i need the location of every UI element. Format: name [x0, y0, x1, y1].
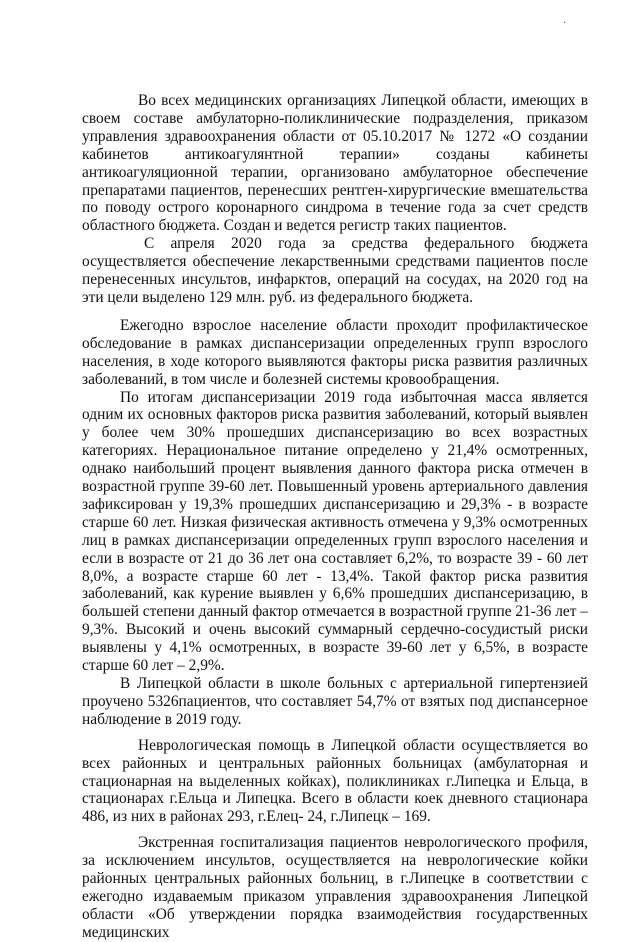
- paragraph-emergency-hospitalization: Экстренная госпитализация пациентов неврологического профиля, за исключением инсультов, осуществляется на неврологические койки районных центральных районных больниц, в г.Липецке в соответствии с ежегодно издаваемым приказом управления здравоохранения Липецкой области «Об утверждении порядка взаимодействия государственных медицинских: [82, 834, 588, 941]
- paragraph-hypertension-school: В Липецкой области в школе больных с артериальной гипертензией проучено 5326пациентов, что составляет 54,7% от взятых под диспансерное наблюдение в 2019 году.: [82, 675, 588, 728]
- paragraph-federal-budget: С апреля 2020 года за средства федерального бюджета осуществляется обеспечение лекарственными средствами пациентов после перенесенных инсультов, инфарктов, операций на сосудах, на 2020 год на эти цели выделено 129 млн. руб. из федерального бюджета.: [82, 235, 588, 306]
- document-body: [82, 92, 588, 942]
- paragraph-neurological-care: Неврологическая помощь в Липецкой области осуществляется во всех районных и центральных районных больницах (амбулаторная и стационарная на выделенных койках), поликлиниках г.Липецка и Ельца, в стационарах г.Ельца и Липецка. Всего в области коек дневного стационара 486, из них в районах 293, г.Елец- 24, г.Липецк – 169.: [82, 736, 588, 826]
- paragraph-risk-factors-2019: По итогам диспансеризации 2019 года избыточная масса является одним их основных факторов риска развития заболеваний, который выявлен у более чем 30% прошедших диспансеризацию во всех возрастных категориях. Нерациональное питание определено у 21,4% осмотренных, однако наибольший процент выявления данного фактора риска отмечен в возрастной группе 39-60 лет. Повышенный уровень артериального давления зафиксирован у 19,3% прошедших диспансеризацию и 29,3% - в возрасте старше 60 лет. Низкая физическая активность отмечена у 9,3% осмотренных лиц в рамках диспансеризации определенных групп взрослого населения и если в возрасте от 21 до 36 лет она составляет 6,2%, то возрасте 39 - 60 лет 8,0%, а возрасте старше 60 лет - 13,4%. Такой фактор риска развития заболеваний, как курение выявлен у 6,6% прошедших диспансеризацию, в большей степени данный фактор отмечается в возрастной группе 21-36 лет – 9,3%. Высокий и очень высокий суммарный сердечно-сосудистый риски выявлены у 4,1% осмотренных, в возрасте 39-60 лет у 6,5%, в возрасте старше 60 лет – 2,9%.: [82, 388, 588, 675]
- paragraph-anticoagulant-cabinets: Во всех медицинских организациях Липецкой области, имеющих в своем составе амбулаторно-поликлинические подразделения, приказом управления здравоохранения области от 05.10.2017 № 1272 «О создании кабинетов антикоагулянтной терапии» созданы кабинеты антикоагуляционной терапии, организовано амбулаторное обеспечение препаратами пациентов, перенесших рентген-хирургические вмешательства по поводу острого коронарного синдрома в течение года за счет средств областного бюджета. Создан и ведется регистр таких пациентов.: [82, 92, 588, 235]
- paragraph-annual-screening: Ежегодно взрослое население области проходит профилактическое обследование в рамках диспансеризации определенных групп взрослого населения, в ходе которого выявляются факторы риска развития различных заболеваний, в том числе и болезней системы кровообращения.: [82, 316, 588, 388]
- corner-mark: ·: [563, 18, 567, 29]
